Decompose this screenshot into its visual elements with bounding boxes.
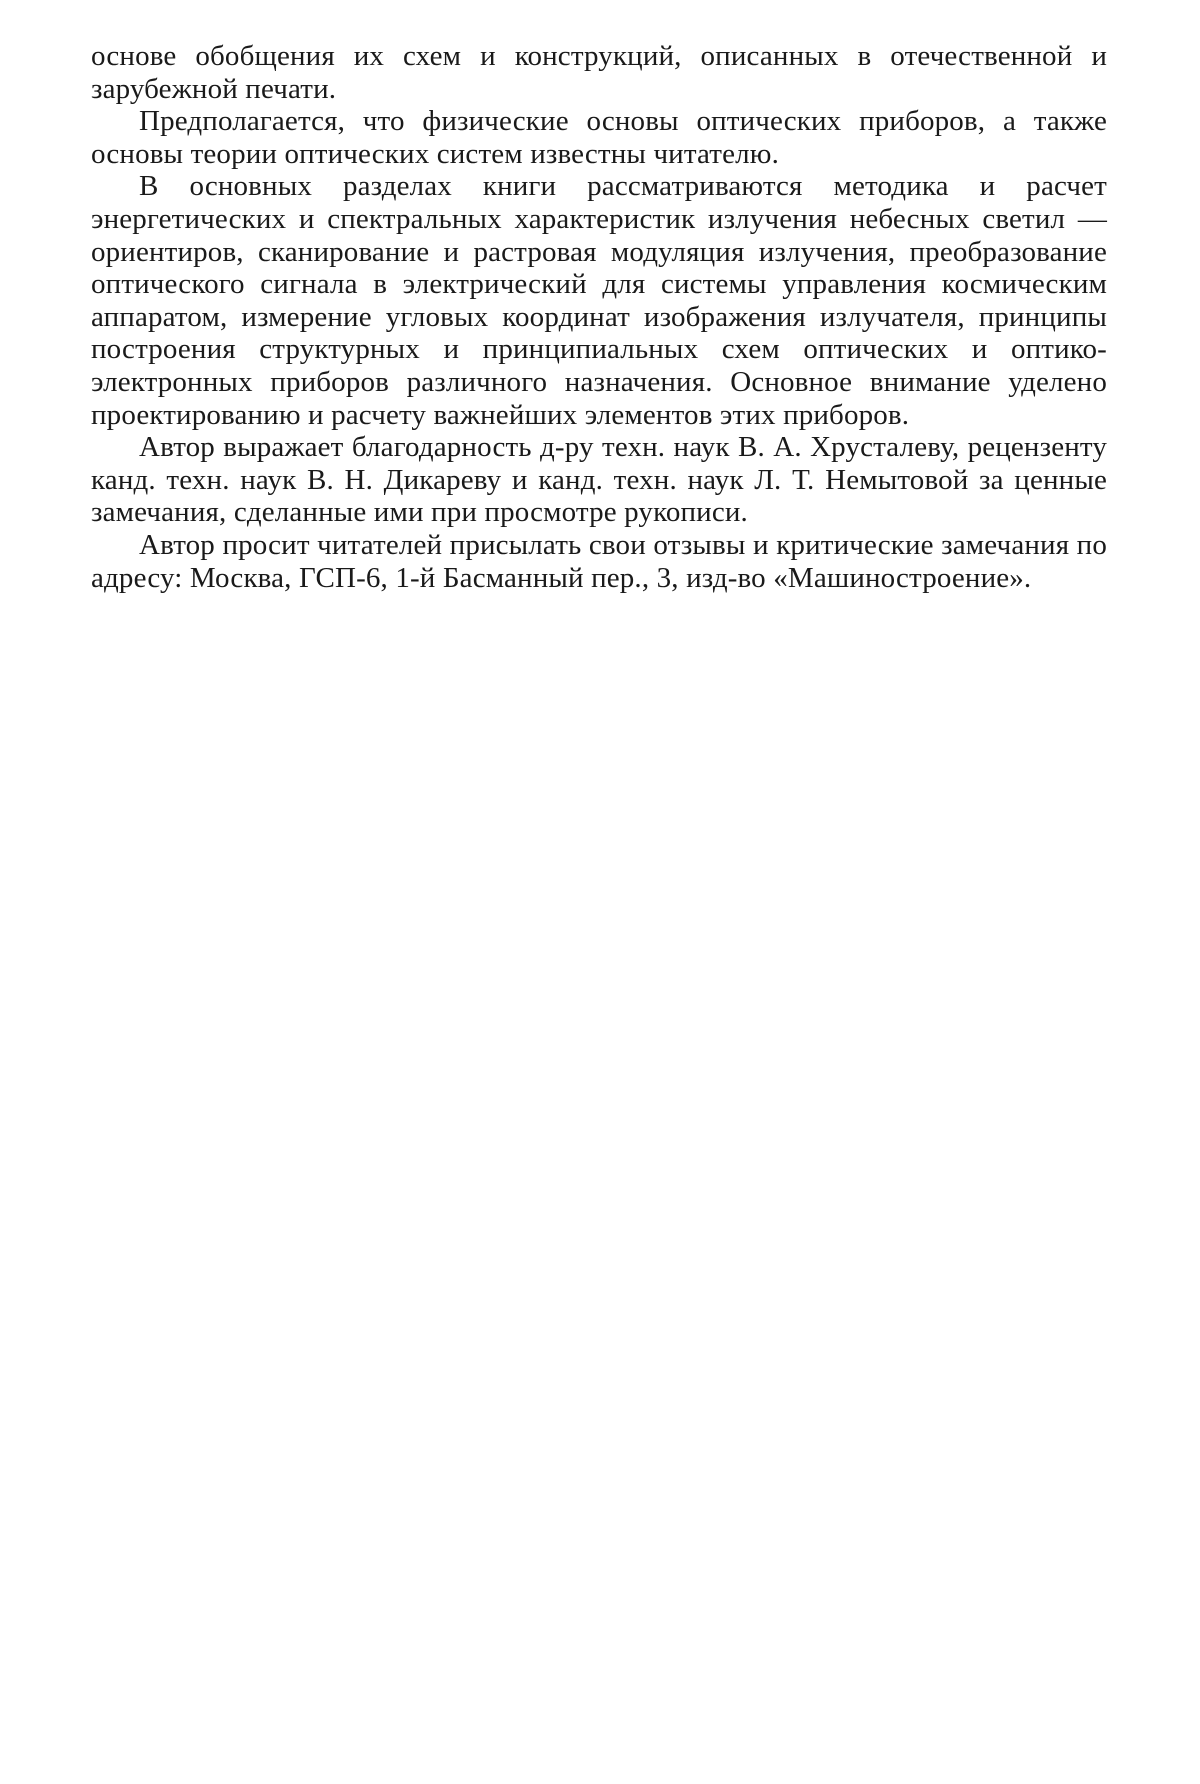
body-text	[91, 40, 1107, 594]
paragraph-continuation: основе обобщения их схем и конструкций, описанных в отечественной и зарубежной печати.	[91, 40, 1107, 105]
paragraph-prerequisites: Предполагается, что физические основы оптических приборов, а также основы теории оптических систем известны читателю.	[91, 105, 1107, 170]
paragraph-acknowledgements: Автор выражает благодарность д-ру техн. наук В. А. Хрусталеву, рецензенту канд. техн. наук В. Н. Дикареву и канд. техн. наук Л. Т. Немытовой за ценные замечания, сделанные ими при просмотре рукописи.	[91, 431, 1107, 529]
paragraph-feedback-address: Автор просит читателей присылать свои отзывы и критические замечания по адресу: Москва, ГСП-6, 1-й Басманный пер., 3, изд-во «Машиностроение».	[91, 528, 1107, 594]
paragraph-contents: В основных разделах книги рассматриваются методика и расчет энергетических и спектральных характеристик излучения небесных светил — ориентиров, сканирование и растровая модуляция излучения, преобразование оптического сигнала в электрический для системы управления космическим аппаратом, измерение угловых координат изображения излучателя, принципы построения структурных и принципиальных схем оптических и оптико-электронных приборов различного назначения. Основное внимание уделено проектированию и расчету важнейших элементов этих приборов.	[91, 170, 1107, 431]
